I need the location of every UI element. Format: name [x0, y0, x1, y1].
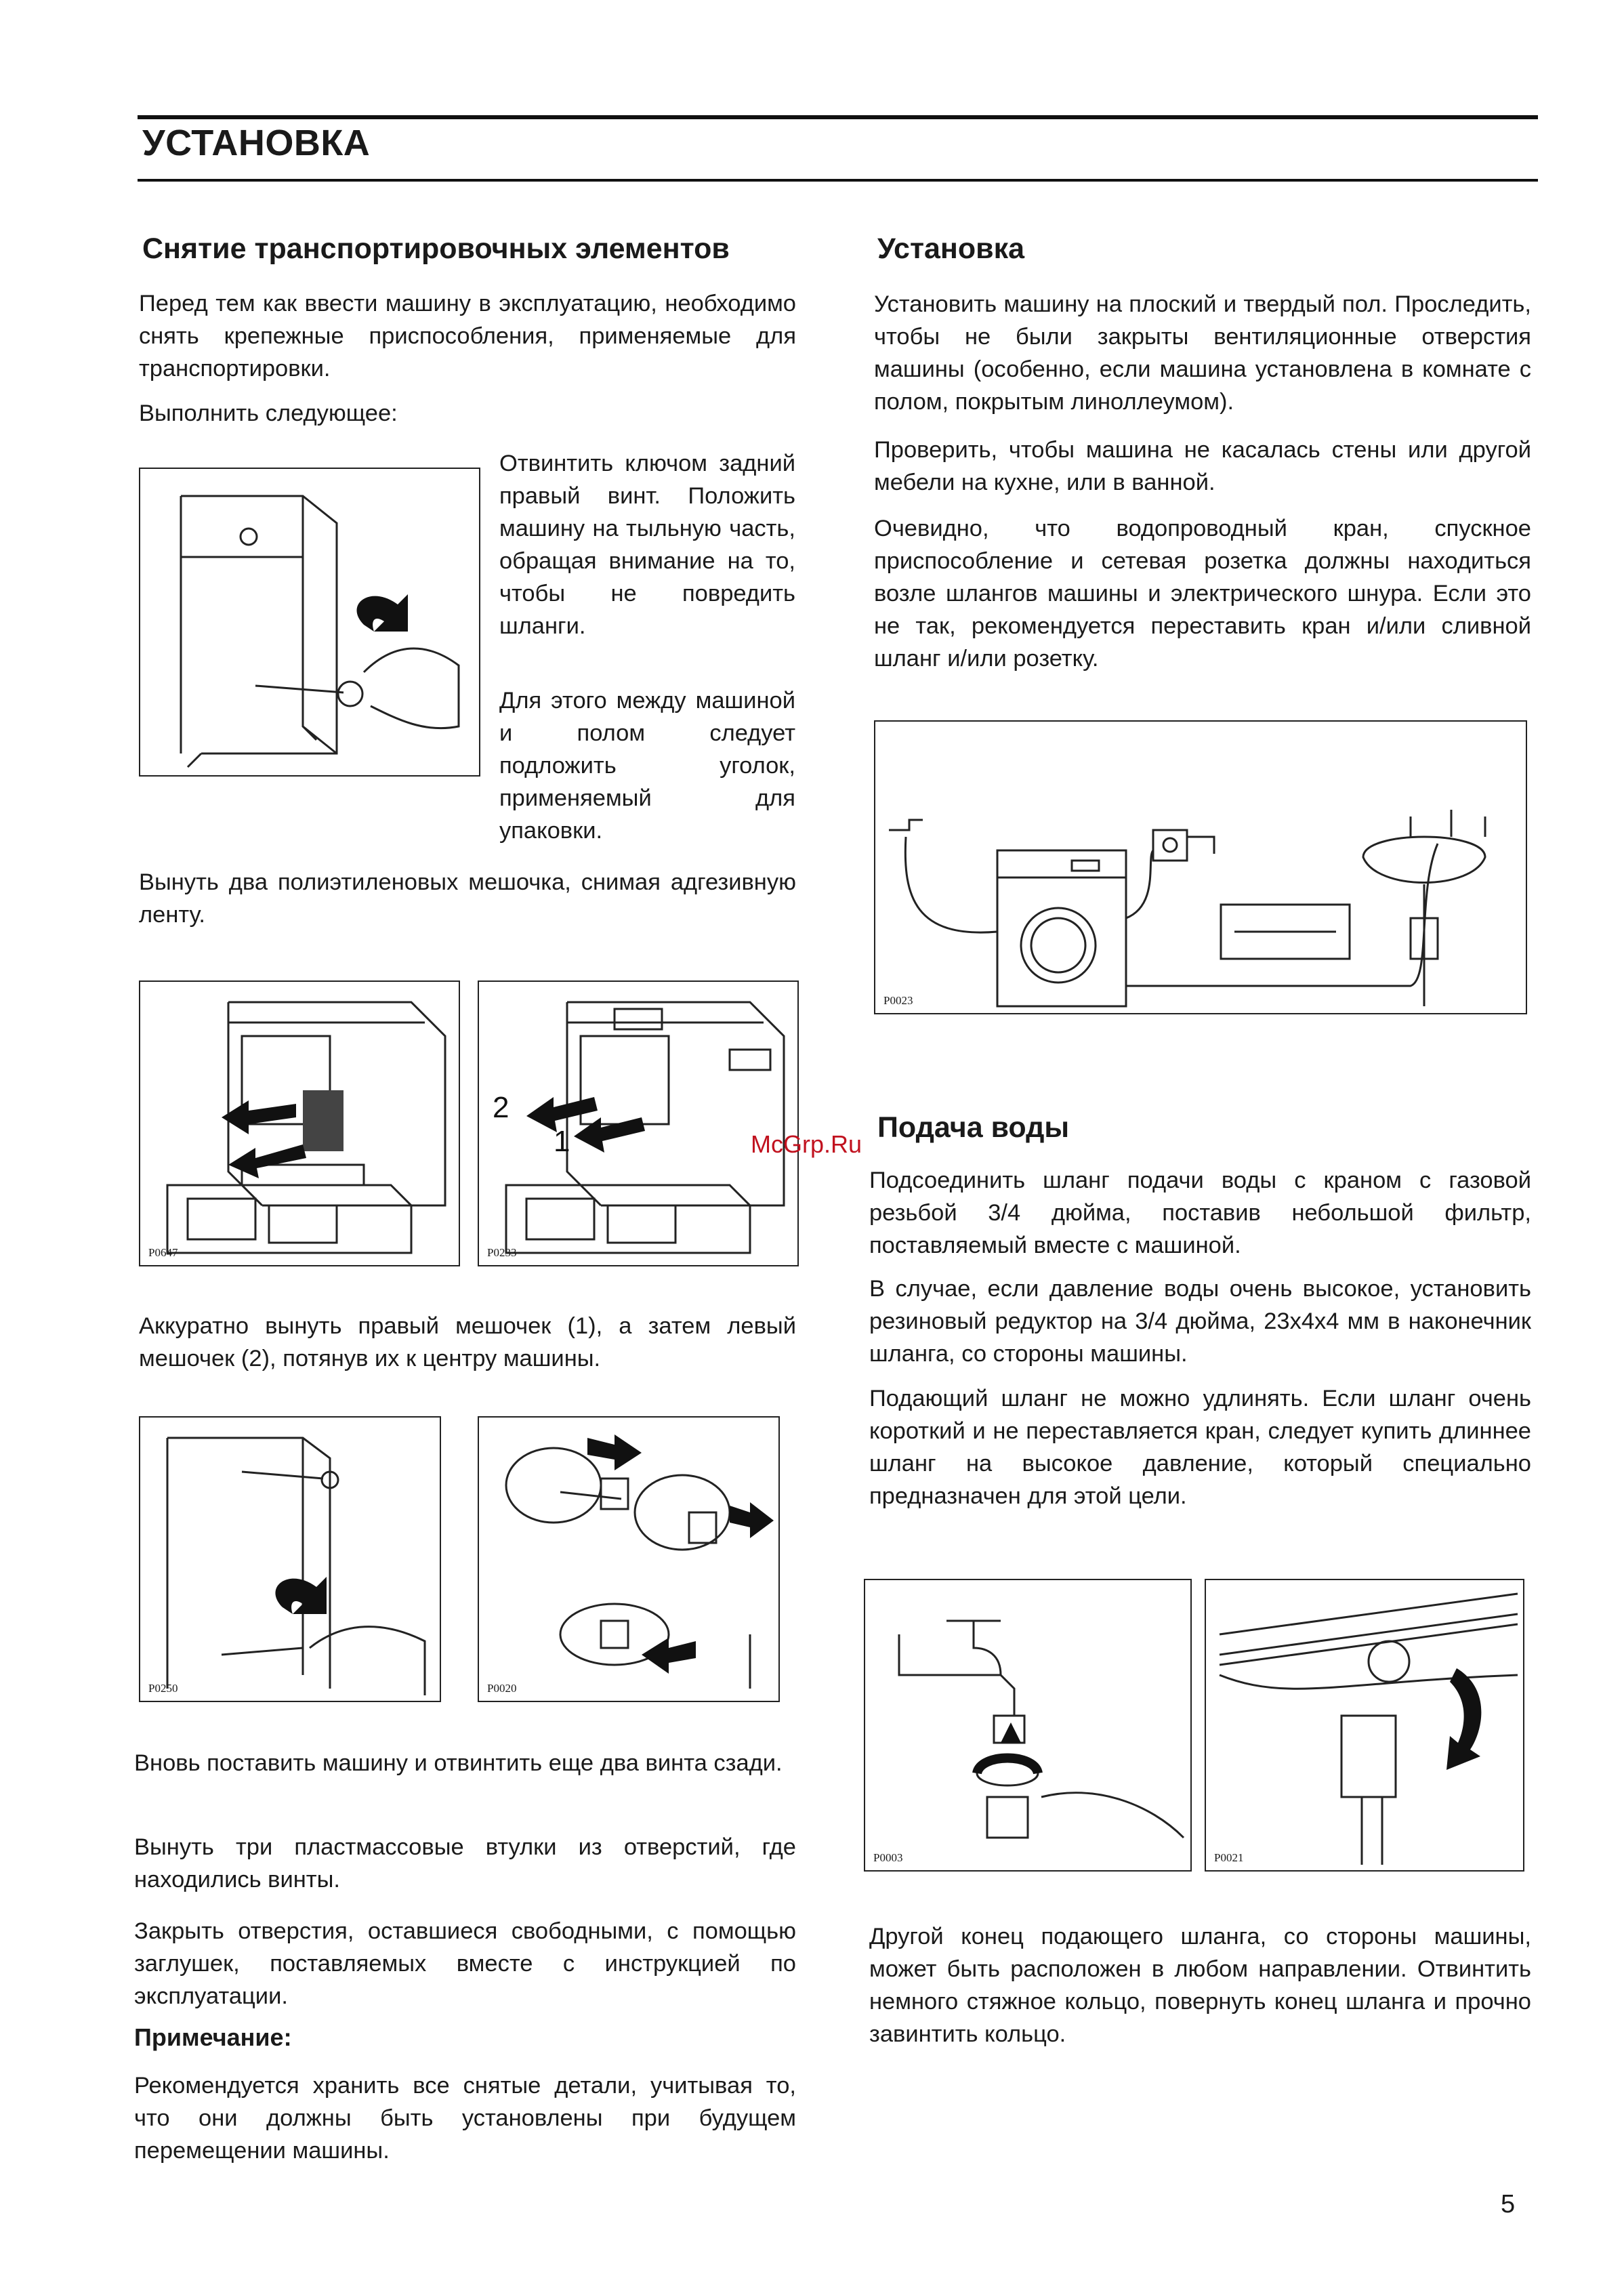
install-text-3: Очевидно, что водопроводный кран, спускное приспособление и сетевая розетка должны находиться возле шлангов машины и электрического шнура. Если это не так, рекомендуется переставить кран и/или сливной шланг и/или розетку. [874, 516, 1531, 672]
bushings-illustration [479, 1418, 778, 1701]
installation-illustration [875, 722, 1526, 1013]
rear-screw-illustration [140, 469, 479, 775]
removal-intro: Перед тем как ввести машину в эксплуатацию, необходимо снять крепежные приспособления, применяемые для транспортировки. [139, 291, 796, 381]
figure-bags-right [478, 980, 799, 1266]
screws-text: Вновь поставить машину и отвинтить еще два винта сзади. [134, 1750, 783, 1776]
do-following: Выполнить следующее: [139, 400, 398, 426]
figure-id: P0250 [148, 1682, 178, 1695]
figure-installation [874, 720, 1527, 1014]
water-text-2: В случае, если давление воды очень высокое, установить резиновый редуктор на 3/4 дюйма, 23x4x4 мм в наконечник шланга, со стороны машины. [869, 1276, 1531, 1367]
bags-order-text: Аккуратно вынуть правый мешочек (1), а затем левый мешочек (2), потянув их к центру машины. [139, 1313, 796, 1371]
bags-left-illustration [140, 982, 459, 1265]
figure-id: P0023 [883, 994, 913, 1007]
rear-screws-illustration [140, 1418, 440, 1701]
tap-illustration [865, 1580, 1190, 1870]
water-heading: Подача воды [877, 1111, 1070, 1144]
figure-tap [864, 1579, 1192, 1872]
figure-id: P0020 [487, 1682, 517, 1695]
removal-heading: Снятие транспортировочных элементов [142, 232, 730, 265]
figure-id: P0021 [1214, 1851, 1244, 1864]
water-text-1: Подсоединить шланг подачи воды с краном с газовой резьбой 3/4 дюйма, поставив небольшой фильтр, поставляемый вместе с машиной. [869, 1168, 1531, 1258]
figure-bushings [478, 1416, 780, 1702]
other-end-text: Другой конец подающего шланга, со стороны машины, может быть расположен в любом направлении. Отвинтить немного стяжное кольцо, повернуть конец шланга и прочно завинтить кольцо. [869, 1924, 1531, 2047]
figure-rear-screw [139, 468, 480, 777]
bag-label-2: 2 [493, 1091, 509, 1124]
step1-text: Отвинтить ключом задний правый винт. Положить машину на тыльную часть, обращая внимание на то, чтобы не повредить шланги. [499, 451, 795, 639]
page-number: 5 [1501, 2190, 1516, 2218]
install-text-2: Проверить, чтобы машина не касалась стены или другой мебели на кухне, или в ванной. [874, 437, 1531, 495]
install-heading: Установка [877, 232, 1025, 265]
hose-illustration [1206, 1580, 1523, 1870]
figure-rear-screws [139, 1416, 441, 1702]
header-bottom-rule [138, 179, 1538, 182]
watermark: McGrp.Ru [751, 1130, 862, 1158]
figure-id: P0003 [873, 1851, 903, 1864]
water-text-3: Подающий шланг не можно удлинять. Если шланг очень короткий и не переставляется кран, следует купить длиннее шланг на высокое давление, который специально предназначен для этой цели. [869, 1386, 1531, 1509]
bag-label-1: 1 [554, 1125, 570, 1158]
plugs-text: Закрыть отверстия, оставшиеся свободными, с помощью заглушек, поставляемых вместе с инструкцией по эксплуатации. [134, 1918, 796, 2009]
header-top-rule [138, 115, 1538, 119]
figure-id: P0647 [148, 1246, 178, 1259]
bags-text: Вынуть два полиэтиленовых мешочка, снимая адгезивную ленту. [139, 869, 796, 928]
note-heading: Примечание: [134, 2023, 292, 2051]
step1b-text: Для этого между машиной и полом следует подложить уголок, применяемый для упаковки. [499, 688, 795, 844]
figure-hose-connection [1205, 1579, 1524, 1872]
bushings-text: Вынуть три пластмассовые втулки из отверстий, где находились винты. [134, 1834, 796, 1893]
figure-id: P0233 [487, 1246, 517, 1259]
note-text: Рекомендуется хранить все снятые детали, учитывая то, что они должны быть установлены при будущем перемещении машины. [134, 2073, 796, 2164]
page-title: УСТАНОВКА [142, 123, 371, 163]
figure-bags-left [139, 980, 460, 1266]
install-text-1: Установить машину на плоский и твердый пол. Проследить, чтобы не были закрыты вентиляционные отверстия машины (особенно, если машина установлена в комнате с полом, покрытым линоллеумом). [874, 291, 1531, 415]
bags-right-illustration [479, 982, 797, 1265]
